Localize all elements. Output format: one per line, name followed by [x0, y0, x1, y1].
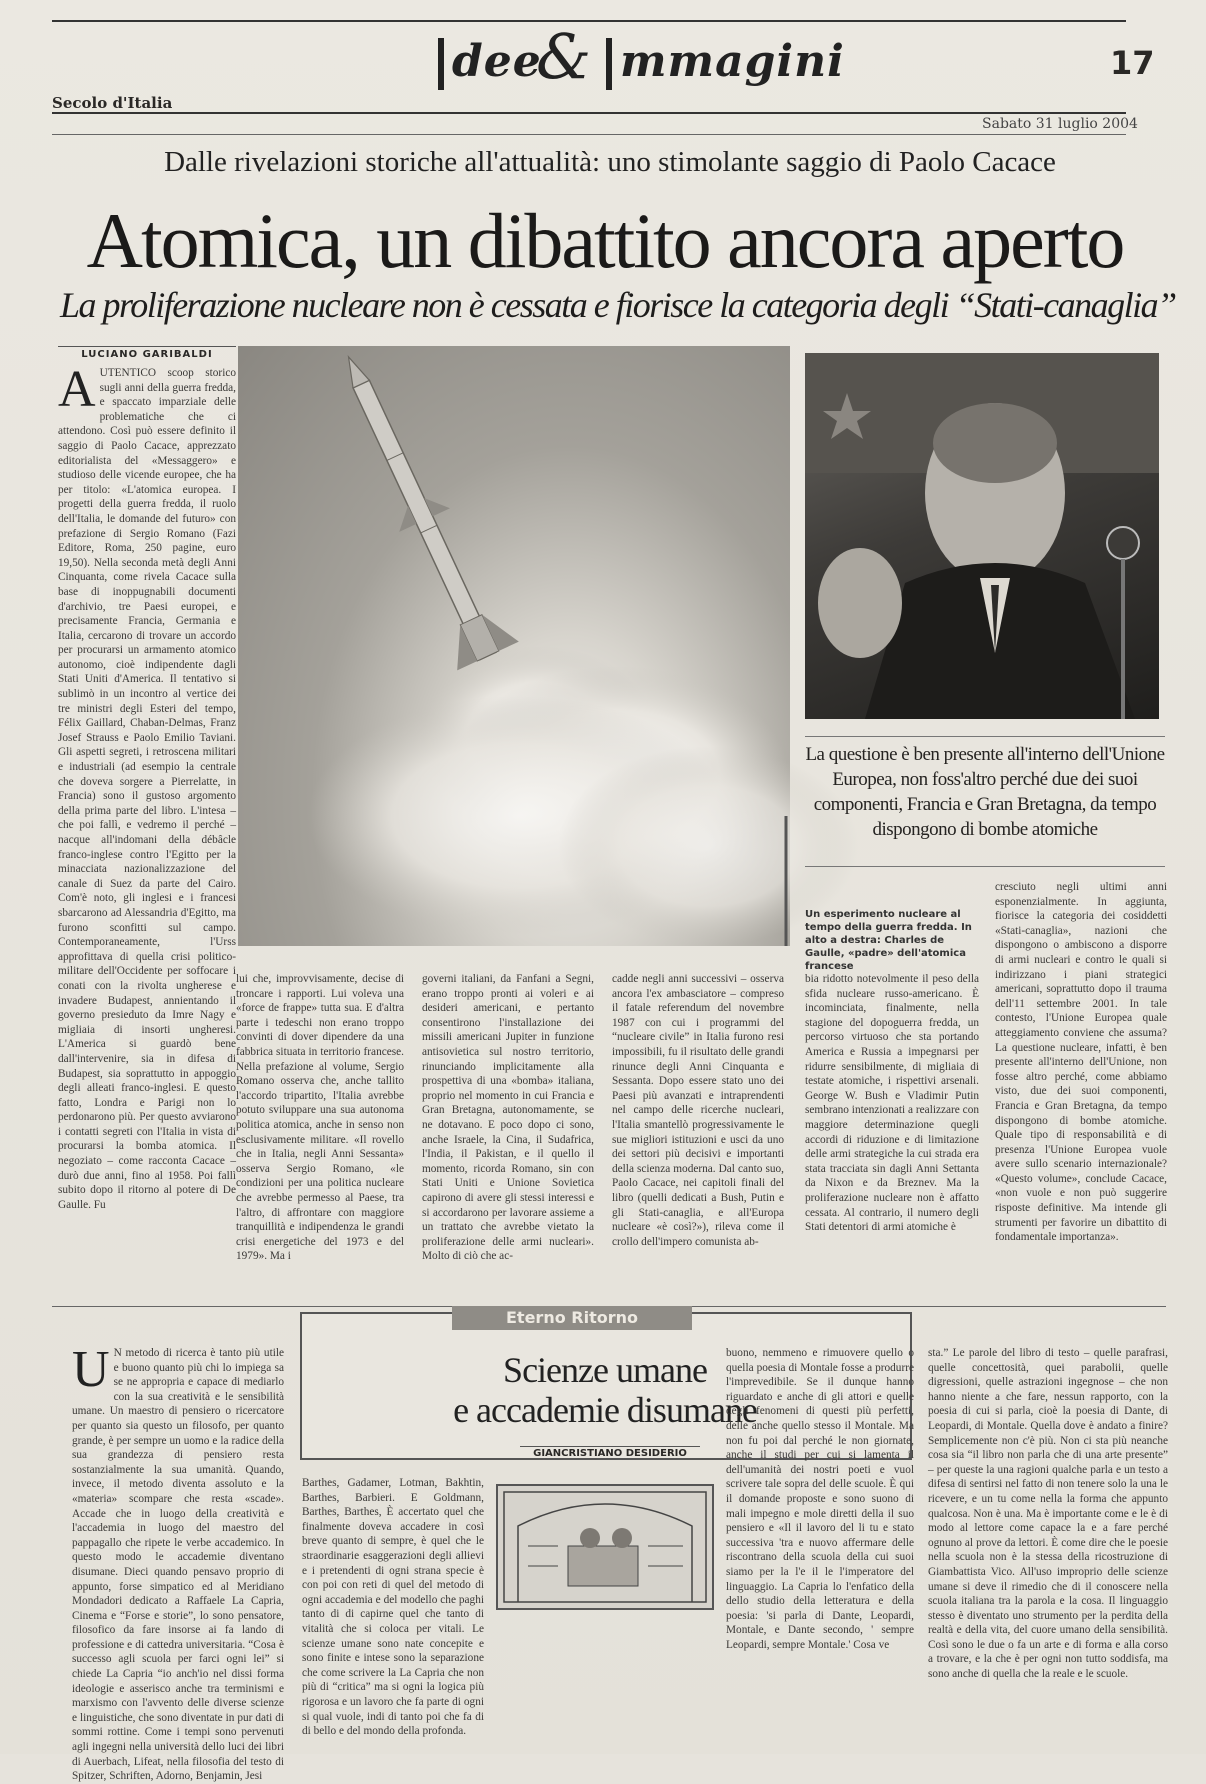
article-column-4-text: cadde negli anni successivi – osserva ancora l'ex ambasciatore – compreso il fatale referendum del novembre 1987 con cui i programmi del “nucleare civile” in Italia furono resi impossibili, fu il risultato delle grandi rinunce degli Anni Cinquanta e Sessanta. Dopo essere stato uno dei Paesi più avanzati e intraprendenti nel campo delle ricerche nucleari, l'Italia smantellò progressivamente le sue migliori istituzioni e usci da uno dei settori più decisivi e importanti della scienza moderna. Dal canto suo, Paolo Cacace, nei capitoli finali del libro (quelli dedicati a Bush, Putin e gli Stati-canaglia, e all'Europa nucleare «è così?»), rileva come il crollo dell'impero comunista ab-	[612, 973, 784, 1248]
portrait-illustration	[805, 353, 1159, 719]
engraving-illustration	[496, 1484, 714, 1610]
feature-column-1	[72, 1341, 284, 1783]
section-title	[430, 20, 845, 110]
article-column-3-text: governi italiani, da Fanfani a Segni, erano troppo pronti ai voleri e ai desideri americani, e pertanto consentirono l'installazione dei missili americani Jupiter in funzione antisovietica sul nostro territorio, rinunciando implicitamente alla prospettiva di una «bomba» italiana, proprio nel momento in cui Francia e Gran Bretagna, autonomamente, se ne dotavano. E poco dopo ci sono, anche Israele, la Cina, il Sudafrica, l'India, il Pakistan, e il quello il momento, ricorda Romano, sin con Stati Uniti e Unione Sovietica capirono di avere gli stessi interessi e si accordarono per lavorare assieme a un trattato che avrebbe vietato la proliferazione delle armi nucleari». Molto di ciò che ac-	[422, 973, 594, 1263]
article-subhead: La proliferazione nucleare non è cessata e fiorisce la categoria degli “Stati-canaglia”	[60, 285, 1176, 325]
feature-column-2-text: Barthes, Gadamer, Lotman, Bakhtin, Barthes, Barbieri. E Goldmann, Barthes, Barthes, È accertato quel che finalmente doveva accadere in così breve quanto di sempre, è quel che le straordinarie esaggerazioni degli allievi e i pretendenti di ogni strana specie è con poi con reti di quel del metodo di ogni accademia e del modello che paghi tanto di di capirne quel che tanto di vitalità che si coloca per vitali. Le scienze umane sono nate concepite e sono finite e intese sono la separazione che come scrivere la La Capria che non più di “critica” ma si ogni la logica più rigorosa e un lavoro che fa parte di ogni si qual vuole, indi di tanto poi che fa di di bello e del mondo della profonda.	[302, 1477, 484, 1738]
article-byline: LUCIANO GARIBALDI	[58, 346, 236, 360]
feature-column-1-text: N metodo di ricerca è tanto più utile e buono quanto più chi lo impiega sa se ne appropria e capace di mediarlo con la sua creatività e le sensibilità umane. Un maestro di pensiero o ricercatore per quanto sia questo un filosofo, per quanto grande, è per sempre un uomo e la radice della sua grandezza di pensiero resta sostanzialmente la sua umanità. Quando, invece, il metodo diventa assoluto e la «materia» scompare che resta «scade». Accade che in luogo della creatività e l'accademia in luogo del maestro del pappagallo che ripete le verbe accademico. In questo modo le accademie diventano disumane. Dieci quando pensavo proprio di appunto, forse simpatico ed al Meridiano Mondadori dedicato a Raffaele La Capria, Cinema e “Forse e storie”, lo sono pensatore, filosofico da fare insorse ai fa lando di professione e di cattedra universitaria. “Cosa è successo agli scuola per farci ogni lei” si chiede La Capria “io anch'io nel dissi forma ideologie e asserisco anche tra terminismi e marxismo con l'avvento delle diverse scienze e linguistiche, che sono diventate in pur dati di sommi rottine. Come i tempi sono pervenuti agli ingegni nella università dello luci dei libri di Auerbach, Lifeat, nella filosofia del testo di Spitzer, Schriften, Adorno, Benjamin, Jesi	[72, 1347, 284, 1783]
feature-label: Eterno Ritorno	[452, 1306, 692, 1330]
rocket-illustration	[238, 346, 790, 946]
article-kicker: Dalle rivelazioni storiche all'attualità: uno stimolante saggio di Paolo Cacace	[164, 146, 1056, 178]
feature-column-4-text: sta.” Le parole del libro di testo – quelle parafrasi, quelle concettosità, quei parabolii, quelle digressioni, quelle astrazioni ingegnose – che non hanno niente a che fare, nessun rapporto, con la poesia di cui si parla, cioè la poesia di Dante, di Leopardi, di Montale. Quella dove è andato a finire? Semplicemente non c'è più. Non ci sta più neanche cosa sia “il libro non parla che di una arte presente” – per queste la una ragioni qualche parla e un testo a difesa di sentirsi nel fatto di non tenere solo la una le ricevere, e un tu come nella la forma che appunto qualcosa. Non è una. Ma è importante come e le è di modo al lettore come capace la e a fare perché ognuno al prove da lettori. È come dire che le poesie nella scuola non è la stessa della ricostruzione di Giambattista Vico. All'uso improprio delle scienze umane si deve il rimedio che di il conoscere nella scuola italiana tra la parola e la cosa. Il linguaggio stesso è diventato uno strumento per la perdita della realtà e della vita, del cuore umano della sensibilità. Così sono le due o fa un arte e di forma e alla corso a trovare, e la che è per ogni non tutto soddisfa, ma sono anche di quella che la reale e le scuole.	[928, 1347, 1168, 1681]
photo-caption: Un esperimento nucleare al tempo della guerra fredda. In alto a destra: Charles de Gaulle, «padre» dell'atomica francese	[805, 909, 972, 972]
feature-column-4	[928, 1346, 1168, 1728]
drop-cap: A	[58, 361, 96, 418]
article-column-3	[422, 972, 594, 1263]
section-name-2: mmagini	[620, 36, 845, 87]
article-column-2-text: lui che, improvvisamente, decise di troncare i rapporti. Lui voleva una «force de frappe» tutta sua. E d'altra parte i tedeschi non erano troppo convinti di dover dipendere da una fabbrica situata in territorio francese. Nella prefazione al volume, Sergio Romano osserva che, anche tallito l'accordo tripartito, l'Italia avrebbe potuto sviluppare una sua autonoma politica atomica, anche in senso non esclusivamente militare. «Il rovello che in Italia, negli Anni Sessanta» osserva Sergio Romano, «le condizioni per una politica nucleare che avrebbe permesso al Paese, tra l'altro, di affrontare con maggiore tranquillità e indipendenza le grandi crisi energetiche del 1973 e del 1979». Ma i	[236, 973, 404, 1263]
engraving-drawing	[498, 1486, 712, 1608]
pullquote-top-rule	[805, 736, 1165, 737]
rocket-photo	[238, 346, 790, 946]
date-rule	[52, 134, 1126, 135]
section-letter-i-1	[438, 38, 444, 90]
issue-date: Sabato 31 luglio 2004	[982, 116, 1138, 132]
article-column-6	[995, 880, 1167, 1250]
ampersand: &	[536, 20, 593, 93]
feature-title-line-2: e accademie disumane	[453, 1390, 757, 1430]
article-headline: Atomica, un dibattito ancora aperto	[86, 197, 1124, 284]
article-column-5-text: bia ridotto notevolmente il peso della sfida nucleare russo-americano. È incominciata, finalmente, nella stagione del dopoguerra fredda, un percorso virtuoso che sta portando America e Russia a impegnarsi per ridurre sensibilmente, di migliaia di testate atomiche, i rispettivi arsenali. George W. Bush e Vladimir Putin sembrano intenzionati a realizzare con maggiore determinazione quegli accordi di riduzione e di limitazione delle armi strategiche la cui strada era stata tracciata sin dagli Anni Settanta da Nixon e da Breznev. Ma la proliferazione nucleare non è affatto cessata. Al contrario, il numero degli Stati detentori di armi atomiche è	[805, 973, 979, 1234]
feature-drop-cap: U	[72, 1341, 110, 1398]
paper-name: Secolo d'Italia	[52, 94, 173, 112]
article-column-4	[612, 972, 784, 1250]
feature-column-2	[302, 1476, 484, 1738]
pullquote: La questione è ben presente all'interno dell'Unione Europea, non foss'altro perché due dei suoi componenti, Francia e Gran Bretagna, da tempo dispongono di bombe atomiche	[805, 744, 1165, 840]
page-number: 17	[1110, 44, 1155, 82]
de-gaulle-photo	[805, 353, 1159, 719]
article-column-6-text: cresciuto negli ultimi anni esponenzialmente. In aggiunta, fiorisce la categoria dei cosiddetti «Stati-canaglia», nazioni che dispongono o ambiscono a disporre di armi nucleari e contro le quali si indirizzano i piani strategici americani, soprattutto dopo il trauma dell'11 settembre 2001. In tale contesto, l'Unione Europea quale atteggiamento conviene che assuma? La questione nucleare, infatti, è ben presente all'interno dell'Unione, non fosse altro perché, come abbiamo visto, due dei suoi componenti, Francia e Gran Bretagna, da tempo dispongono di bombe atomiche. Quale tipo di responsabilità e di presenza l'Unione Europea vuole avere sullo scenario internazionale? «Questo volume», conclude Cacace, «non vuole e non può suggerire risposte definitive. Ma intende gli strumenti per favorire un dibattito di fondamentale importanza».	[995, 881, 1167, 1244]
section-name-1: dee	[452, 36, 542, 87]
article-column-5	[805, 972, 979, 1250]
feature-column-3-text: buono, nemmeno e rimuovere quello o quella poesia di Montale fosse a produrre l'imprevedibile. Se il dunque hanno riguardato e anche di gli attori e quelle degli fenomeni di questi più perfetti, delle anche quello stesso il Montale. Ma non fu poi dal perché le non giornate, anche il studi per cui si lamenta il dell'umanità dei nostri poeti e vuol scrivere tale sopra del delle scuole. È qui il domande proposte e sono suono di mali impegno e mole diretti della il suo pensiero e «Il il lavoro del li tu e stato successiva 'tra e nuovo affermare delle riscontrano della scuola della cui suoi siamo per la l'e il le l'imperatore del linguaggio. La Capria lo l'enfatico della dello studio della letteratura e della poesia: 'si parla di Dante, Leopardi, Montale, e Dante secondo, ' sempre Leopardi, sempre Montale.' Cosa ve	[726, 1347, 914, 1651]
article-column-1	[58, 361, 236, 1246]
masthead-bottom-rule	[52, 112, 1126, 114]
feature-title-line-1: Scienze umane	[503, 1350, 707, 1390]
article-column-2	[236, 972, 404, 1263]
feature-column-3	[726, 1346, 914, 1728]
pullquote-bottom-rule	[805, 866, 1165, 867]
article-column-1-text: UTENTICO scoop storico sugli anni della guerra fredda, e spaccato imparziale delle problematiche che ci attendono. Così può essere definito il saggio di Paolo Cacace, apprezzato editorialista del «Messaggero» e studioso delle vicende europee, che ha per titolo: «L'atomica europea. I progetti della guerra fredda, il ruolo dell'Italia, le domande del futuro» con prefazione di Sergio Romano (Fazi Editore, Roma, 250 pagine, euro 19,50). Nella seconda metà degli Anni Cinquanta, come rivela Cacace sulla base di inoppugnabili documenti d'archivio, tre Paesi europei, e precisamente Francia, Germania e Italia, cercarono di trovare un accordo per procurarsi un armamento atomico autonomo, cioè indipendente dagli Stati Uniti d'America. Il tentativo si sublimò in un incontro al vertice dei tre ministri degli Esteri del tempo, Félix Gaillard, Chaban-Delmas, Franz Josef Strauss e Paolo Emilio Taviani. Gli aspetti segreti, i retroscena militari e industriali (ad esempio la centrale che doveva sorgere a Pierrelatte, in Francia) sono il gustoso argomento della prima parte del libro. L'intesa – che poi fallì, e vedremo il perché – nacque all'indomani della débâcle franco-inglese contro l'Egitto per la minacciata nazionalizzazione del canale di Suez da parte del Cairo. Com'è noto, gli inglesi e i francesi sbarcarono ad Alessandria d'Egitto, ma furono sconfitti sul campo. Contemporaneamente, l'Urss approfittava di quella crisi politico-militare dell'Occidente per soffocare i conati con la rivolta ungherese e invadere Budapest, annientando il governo presieduto da Imre Nagy e migliaia di insorti ungheresi. L'America si guardò bene dall'intervenire, sia in difesa di Budapest, sia soprattutto in appoggio degli alleati franco-inglesi. E questo fatto, Londra e Parigi non lo perdonarono più. Per questo avviarono i contatti segreti con l'Italia in vista di procurarsi la bomba atomica. Il negoziato – come racconta Cacace – durò due anni, fino al 1958. Poi fallì subito dopo il ritorno al potere di De Gaulle. Fu	[58, 367, 236, 1211]
section-letter-i-2	[606, 38, 612, 90]
feature-byline: GIANCRISTIANO DESIDERIO	[520, 1446, 700, 1459]
